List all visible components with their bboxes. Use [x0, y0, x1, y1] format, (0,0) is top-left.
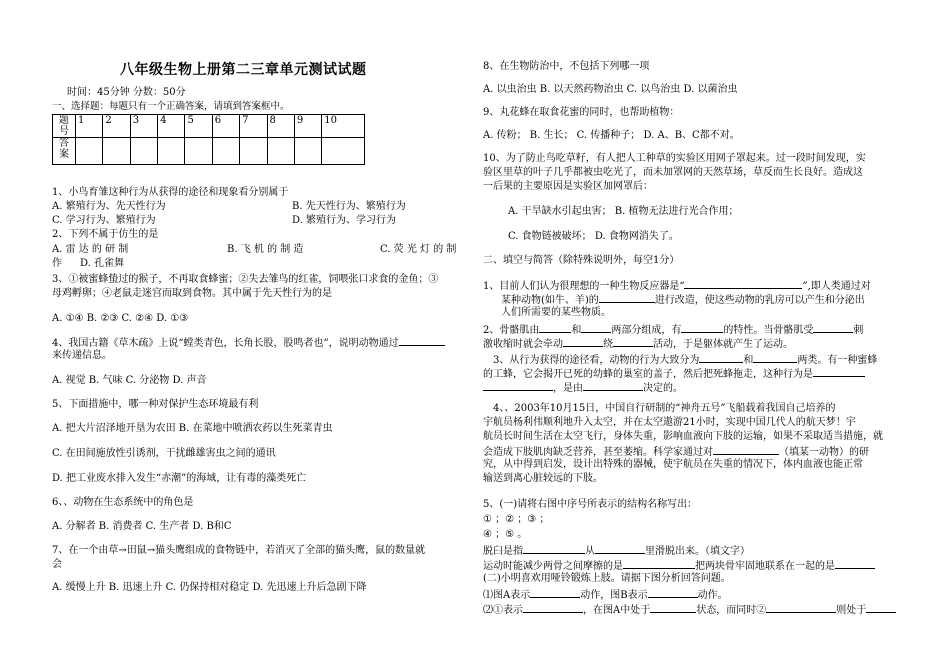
f3-text: 决定的。 [643, 383, 683, 394]
f5-text: 状态，而同时② [696, 605, 767, 616]
q2-option-b: B. 飞 机 的 制 造 [227, 244, 304, 255]
answer-cell[interactable] [322, 138, 365, 165]
f2-text: 绕 [603, 339, 613, 350]
f5-p1 [483, 587, 728, 602]
grid-label-answer: 答案 [53, 138, 76, 165]
q1-option-d: D. 繁殖行为、学习行为 [292, 215, 397, 226]
f2-text: 的特性。当骨骼肌受 [723, 325, 814, 336]
answer-cell[interactable] [267, 138, 294, 165]
f2-text: 两部分组成，有 [611, 325, 682, 336]
q5-stem: 5、下面措施中，哪一种对保护生态环境最有利 [52, 399, 259, 410]
answer-cell[interactable] [76, 138, 103, 165]
q8-stem: 8、在生物防治中，不包括下列哪一项 [483, 61, 650, 72]
f2-blank[interactable] [681, 322, 723, 333]
f5-text: 从 [585, 546, 595, 557]
grid-number: 8 [267, 115, 294, 138]
f2-blank[interactable] [539, 322, 571, 333]
f1-text: 进行改造，使这些动物的乳房可以产生和分泌出 [654, 295, 865, 306]
q8-options: A. 以虫治虫 B. 以天然药物治虫 C. 以鸟治虫 D. 以菌治虫 [483, 84, 738, 95]
f2-blank[interactable] [813, 322, 853, 333]
q4-options: A. 视觉 B. 气味 C. 分泌物 D. 声音 [52, 375, 207, 386]
q5-option-d: D. 把工业废水排入发生“赤潮”的海域，让有毒的藻类死亡 [52, 473, 307, 484]
q1-option-b: B. 先天性行为、繁殖行为 [292, 201, 406, 212]
q6-stem: 6、、动物在生态系统中的角色是 [52, 497, 194, 508]
f1-line3: 人们所需要的某些物质。 [501, 307, 611, 318]
f4-line6: 输送到离心脏较远的下肢。 [483, 473, 603, 484]
answer-cell[interactable] [103, 138, 130, 165]
q1-stem: 1、小鸟育雏这种行为从获得的途径和现象看分别属于 [52, 187, 289, 198]
q3-line2: 母鸡孵卵；④老鼠走迷宫而取到食物。其中属于先天性行为的是 [52, 288, 332, 299]
f5-text: 把两块骨牢固地联系在一起的是 [695, 561, 835, 572]
f3-blank[interactable] [753, 352, 797, 363]
f5-blank[interactable] [866, 602, 896, 613]
f1-text: ”,即人类通过对 [802, 281, 871, 292]
f5-blank[interactable] [623, 558, 695, 569]
answer-cell[interactable] [294, 138, 321, 165]
f5-blank[interactable] [595, 543, 645, 554]
f5-blank[interactable] [766, 602, 836, 613]
grid-number: 6 [212, 115, 239, 138]
f4-line4 [483, 444, 869, 459]
q7-line2: 会 [52, 559, 62, 570]
q10-line1: 10、为了防止鸟吃草籽，有人把人工种草的实验区用网子罩起来。过一段时间发现，实 [483, 153, 866, 164]
f2-line2 [483, 336, 793, 351]
f1-text: 某种动物(如牛、羊)的 [501, 295, 599, 306]
q10-line2: 验区里草的叶子几乎都被虫吃光了，而未加罩网的天然草场，草反而生长良好。造成这 [483, 167, 863, 178]
q1-option-c: C. 学习行为、繁殖行为 [52, 215, 156, 226]
f5-blank[interactable] [523, 543, 585, 554]
q2-option-a: A. 雷 达 的 研 制 [52, 244, 129, 255]
f5-blank[interactable] [650, 602, 696, 613]
f3-text: 3、从行为获得的途径看，动物的行为大致分为 [493, 355, 700, 366]
grid-label-number: 题号 [53, 115, 76, 138]
f4-line1: 4、、2003年10月15日，中国自行研制的“神舟五号”飞船载着我国自己培养的 [493, 403, 836, 414]
answer-cell[interactable] [158, 138, 185, 165]
f3-blank[interactable] [483, 380, 553, 391]
q4-line2: 来传递信息。 [52, 350, 112, 361]
f5-text: 脱臼是指 [483, 546, 523, 557]
f5-text: ⑴图A表示 [483, 590, 531, 601]
f3-text: 两类。有一种蜜蜂 [797, 355, 878, 366]
f4-line3: 航员长时间生活在太空飞行，身体失重，影响血液向下肢的运输，如果不采取适当措施，就 [483, 431, 883, 442]
q1-option-a: A. 繁殖行为、先天性行为 [52, 201, 166, 212]
f3-text: ，是由 [553, 383, 583, 394]
f2-text: 2、骨骼肌由 [483, 325, 540, 336]
f5-blank[interactable] [523, 602, 583, 613]
q10-line3: 一后果的主要原因是实验区加网罩后： [483, 181, 653, 192]
f5-text: ⑵①表示 [483, 605, 523, 616]
f3-text: 的工蜂，它会揭开已死的幼蜂的巢室的盖子，然后把死蜂拖走，这种行为是 [483, 369, 813, 380]
f3-line2 [483, 366, 865, 381]
f5-part2: (二)小明喜欢用哑铃锻炼上肢。请据下图分析回答问题。 [483, 573, 731, 584]
f1-blank-1[interactable] [684, 278, 802, 289]
q9-options: A. 传粉； B. 生长； C. 传播种子； D. A、B、C都不对。 [483, 130, 740, 141]
q9-stem: 9、丸花蜂在取食花蜜的同时，也帮助植物： [483, 107, 680, 118]
exam-title: 八年级生物上册第二三章单元测试试题 [120, 62, 367, 78]
f2-blank[interactable] [613, 336, 653, 347]
q4-text: 4、我国古籍《草木疏》上说“螳类青色，长角长股，股鸣者也”，说明动物通过 [52, 338, 399, 349]
grid-number: 4 [158, 115, 185, 138]
f1-blank-2[interactable] [599, 292, 655, 303]
f3-blank[interactable] [813, 366, 865, 377]
f5-text: 运动时能减少两骨之间摩擦的是 [483, 561, 623, 572]
answer-grid-number-row [53, 115, 365, 138]
answer-cell[interactable] [212, 138, 239, 165]
f2-text: 和 [571, 325, 582, 336]
q7-options: A. 缓慢上升 B. 迅速上升 C. 仍保持相对稳定 D. 先迅速上升后急剧下降 [52, 582, 367, 593]
q4-blank[interactable] [399, 335, 445, 346]
f3-text: 和 [743, 355, 754, 366]
answer-grid-answer-row [53, 138, 365, 165]
q3-line1: 3、①被蜜蜂蛰过的猴子，不再取食蜂蜜；②失去雏鸟的红雀，饲喂张口求食的金鱼；③ [52, 274, 439, 285]
grid-number: 7 [240, 115, 267, 138]
f4-text: （填某一动物）的研 [779, 447, 869, 458]
f5-reduce [483, 558, 875, 573]
q10-options-ab: A. 干旱缺水引起虫害； B. 植物无法进行光合作用； [508, 206, 739, 217]
q2-option-c-cont: 作 [52, 258, 62, 269]
f1-text: 1、目前人们认为很理想的一种生物反应器是“ [483, 281, 685, 292]
f3-line3 [483, 380, 683, 395]
f1-line1 [483, 278, 871, 293]
section-1-heading: 一、选择题：每题只有一个正确答案，请填到答案框中。 [52, 101, 290, 112]
f5-row2: ④ ；⑤ 。 [483, 529, 528, 540]
f2-text: 刺 [853, 325, 864, 336]
grid-number: 3 [130, 115, 157, 138]
q7-line1: 7、在一个由草→田鼠→猫头鹰组成的食物链中，若消灭了全部的猫头鹰，鼠的数量就 [52, 545, 426, 556]
f5-dislocation [483, 543, 750, 558]
grid-number: 5 [185, 115, 212, 138]
answer-cell[interactable] [130, 138, 157, 165]
f5-p2 [483, 602, 896, 617]
q5-option-ab: A. 把大片沼泽地开垦为农田 B. 在菜地中喷洒农药以生死菜青虫 [52, 423, 333, 434]
f5-blank[interactable] [835, 558, 875, 569]
grid-number: 2 [103, 115, 130, 138]
f5-row1: ① ；② ；③ ； [483, 514, 550, 525]
answer-grid [52, 114, 365, 165]
f4-text: 会造成下肢肌肉缺乏营养，甚至萎缩。科学家通过对 [483, 447, 713, 458]
f2-line1 [483, 322, 863, 337]
q10-options-cd: C. 食物链被破坏； D. 食物网消失了。 [508, 231, 679, 242]
f3-line1 [493, 352, 877, 367]
grid-number: 9 [294, 115, 321, 138]
f5-text: 里滑脱出来。（填文字） [645, 546, 750, 557]
grid-number: 10 [322, 115, 365, 138]
f2-blank[interactable] [563, 336, 603, 347]
f5-blank[interactable] [530, 587, 580, 598]
exam-meta: 时间：45分钟 分数：50分 [67, 87, 186, 98]
f2-blank[interactable] [581, 322, 611, 333]
q6-options: A. 分解者 B. 消费者 C. 生产者 D. B和C [52, 521, 232, 532]
f5-text: 则处于 [836, 605, 867, 616]
grid-number: 1 [76, 115, 103, 138]
f1-line2 [501, 292, 865, 307]
f2-text: 活动，于是躯体就产生了运动。 [653, 339, 793, 350]
f5-text: ，在图A中处于 [583, 605, 651, 616]
q5-option-c: C. 在田间施放性引诱剂，干扰雌雄害虫之间的通讯 [52, 448, 276, 459]
q2-option-c: C. 荧 光 灯 的 制 [380, 244, 457, 255]
f3-blank[interactable] [583, 380, 643, 391]
f5-text: 动作，图B表示 [580, 590, 648, 601]
f5-blank[interactable] [648, 587, 698, 598]
f5-text: 动作。 [697, 590, 728, 601]
f4-line2: 宇航员杨利伟顺利地升入太空，并在太空遨游21小时，实现中国几代人的航天梦！宇 [483, 417, 856, 428]
q2-stem: 2、下列不属于仿生的是 [52, 229, 159, 240]
q4-line1 [52, 335, 445, 350]
answer-cell[interactable] [185, 138, 212, 165]
f5-stem: 5、(一)请将右图中序号所表示的结构名称写出： [483, 499, 698, 510]
f3-blank[interactable] [699, 352, 743, 363]
answer-cell[interactable] [240, 138, 267, 165]
f4-line5: 究，从中得到启发，设计出特殊的器械，使宇航员在失重的情况下，体内血液也能正常 [483, 459, 863, 470]
f2-text: 激收缩时就会牵动 [483, 339, 563, 350]
section-2-heading: 二、填空与简答（除特殊说明外，每空1分） [483, 255, 680, 266]
q2-option-d: D. 孔雀舞 [80, 258, 125, 269]
f4-blank[interactable] [713, 444, 779, 455]
q3-options: A. ①④ B. ②③ C. ②④ D. ①③ [52, 313, 189, 324]
